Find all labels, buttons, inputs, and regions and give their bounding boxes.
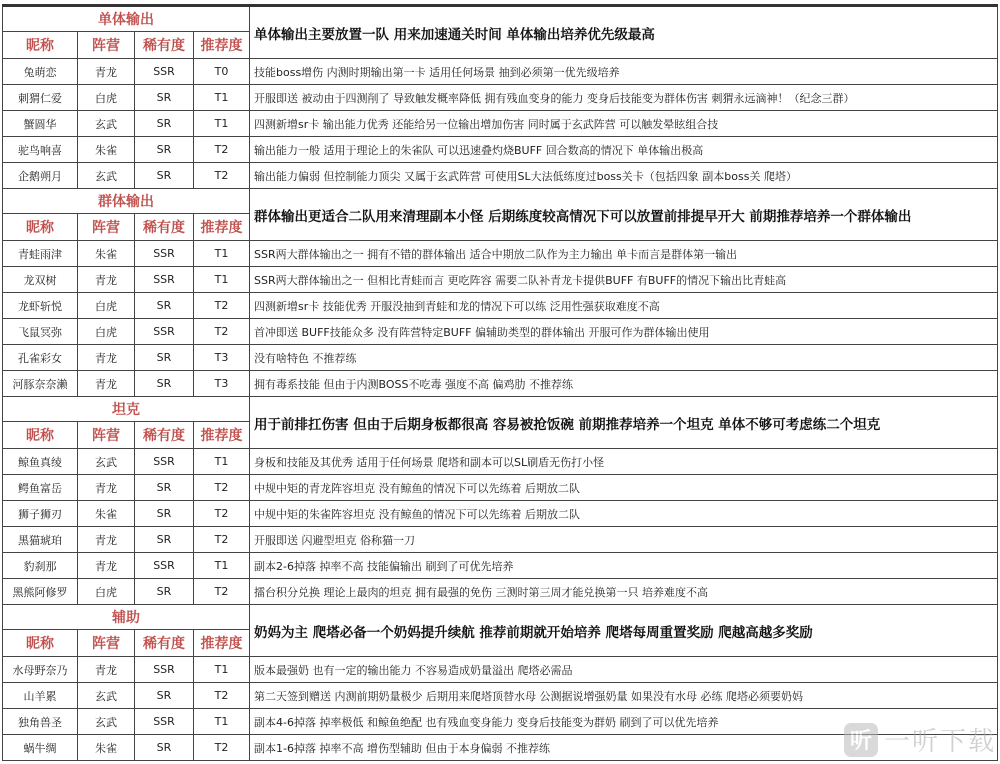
cell-description: 版本最强奶 也有一定的输出能力 不容易造成奶量溢出 爬塔必需品 <box>250 657 998 683</box>
table-row <box>3 293 998 319</box>
cell-description: 中规中矩的朱雀阵容坦克 没有鲸鱼的情况下可以先练着 后期放二队 <box>250 501 998 527</box>
column-header: 昵称 <box>3 422 78 449</box>
cell-tier: T2 <box>194 293 250 319</box>
cell-tier: T1 <box>194 553 250 579</box>
cell-name: 飞鼠冥弥 <box>3 319 78 345</box>
cell-name: 水母野奈乃 <box>3 657 78 683</box>
cell-tier: T2 <box>194 527 250 553</box>
cell-description: 拥有毒系技能 但由于内测BOSS不吃毒 强度不高 偏鸡肋 不推荐练 <box>250 371 998 397</box>
cell-tier: T2 <box>194 579 250 605</box>
column-header: 稀有度 <box>135 630 194 657</box>
cell-rarity: SR <box>135 501 194 527</box>
cell-tier: T1 <box>194 85 250 111</box>
watermark <box>844 721 996 758</box>
column-header: 昵称 <box>3 32 78 59</box>
section-title-row <box>3 397 998 422</box>
section-title-row <box>3 605 998 630</box>
section-summary: 群体输出更适合二队用来清理副本小怪 后期练度较高情况下可以放置前排提早开大 前期推荐培养一个群体输出 <box>250 189 998 241</box>
cell-name: 豹刹那 <box>3 553 78 579</box>
column-header: 阵营 <box>78 630 135 657</box>
cell-rarity: SR <box>135 371 194 397</box>
section-summary: 用于前排扛伤害 但由于后期身板都很高 容易被抢饭碗 前期推荐培养一个坦克 单体不够可考虑练二个坦克 <box>250 397 998 449</box>
table-row <box>3 683 998 709</box>
section-title: 坦克 <box>3 397 250 422</box>
cell-tier: T1 <box>194 657 250 683</box>
cell-rarity: SR <box>135 293 194 319</box>
cell-description: 副本4-6掉落 掉率极低 和鲸鱼绝配 也有残血变身能力 变身后技能变为群奶 刷到了可以优先培养 <box>250 709 998 735</box>
cell-camp: 玄武 <box>78 709 135 735</box>
cell-description: 副本1-6掉落 掉率不高 增伤型辅助 但由于本身偏弱 不推荐练 <box>250 735 998 761</box>
table-row <box>3 345 998 371</box>
hero-tier-table <box>2 4 998 761</box>
watermark-logo-icon: 听 <box>844 723 878 757</box>
cell-rarity: SSR <box>135 657 194 683</box>
cell-tier: T2 <box>194 475 250 501</box>
cell-camp: 青龙 <box>78 59 135 85</box>
cell-description: SSR两大群体输出之一 但相比青蛙而言 更吃阵容 需要二队补青龙卡提供BUFF 有BUFF的情况下输出比青蛙高 <box>250 267 998 293</box>
table-row <box>3 501 998 527</box>
cell-tier: T2 <box>194 319 250 345</box>
table-row <box>3 85 998 111</box>
cell-description: 四测新增sr卡 输出能力优秀 还能给另一位输出增加伤害 同时属于玄武阵营 可以触发晕眩组合技 <box>250 111 998 137</box>
cell-tier: T1 <box>194 111 250 137</box>
cell-name: 鳄鱼富岳 <box>3 475 78 501</box>
cell-name: 刺猬仁爱 <box>3 85 78 111</box>
cell-rarity: SR <box>135 579 194 605</box>
cell-name: 山羊累 <box>3 683 78 709</box>
table-row <box>3 371 998 397</box>
cell-rarity: SR <box>135 137 194 163</box>
cell-description: 身板和技能及其优秀 适用于任何场景 爬塔和副本可以SL刷盾无伤打小怪 <box>250 449 998 475</box>
cell-name: 河豚奈奈濑 <box>3 371 78 397</box>
section-title: 群体输出 <box>3 189 250 214</box>
cell-rarity: SR <box>135 527 194 553</box>
cell-tier: T3 <box>194 371 250 397</box>
cell-camp: 朱雀 <box>78 501 135 527</box>
cell-tier: T2 <box>194 683 250 709</box>
cell-description: 技能boss增伤 内测时期输出第一卡 适用任何场景 抽到必须第一优先级培养 <box>250 59 998 85</box>
section-title-row <box>3 189 998 214</box>
column-header: 阵营 <box>78 214 135 241</box>
cell-camp: 青龙 <box>78 553 135 579</box>
cell-name: 黑熊阿修罗 <box>3 579 78 605</box>
table-row <box>3 475 998 501</box>
cell-name: 黑猫琥珀 <box>3 527 78 553</box>
cell-description: 首冲即送 BUFF技能众多 没有阵营特定BUFF 偏辅助类型的群体输出 开服可作为群体输出使用 <box>250 319 998 345</box>
cell-description: 输出能力一般 适用于理论上的朱雀队 可以迅速叠灼烧BUFF 回合数高的情况下 单体输出极高 <box>250 137 998 163</box>
table-row <box>3 579 998 605</box>
cell-name: 独角兽圣 <box>3 709 78 735</box>
watermark-text: 一听下载 <box>883 727 996 757</box>
cell-camp: 白虎 <box>78 293 135 319</box>
cell-camp: 玄武 <box>78 163 135 189</box>
cell-name: 蟹圆华 <box>3 111 78 137</box>
column-header: 昵称 <box>3 630 78 657</box>
cell-tier: T2 <box>194 163 250 189</box>
column-header: 阵营 <box>78 32 135 59</box>
cell-camp: 朱雀 <box>78 241 135 267</box>
cell-tier: T2 <box>194 137 250 163</box>
cell-camp: 朱雀 <box>78 137 135 163</box>
column-header: 稀有度 <box>135 214 194 241</box>
cell-rarity: SSR <box>135 267 194 293</box>
cell-name: 驼鸟响喜 <box>3 137 78 163</box>
cell-camp: 白虎 <box>78 579 135 605</box>
table-row <box>3 111 998 137</box>
cell-description: 开服即送 闪避型坦克 俗称猫一刀 <box>250 527 998 553</box>
cell-camp: 青龙 <box>78 345 135 371</box>
cell-name: 孔雀彩女 <box>3 345 78 371</box>
cell-tier: T2 <box>194 735 250 761</box>
table-row <box>3 527 998 553</box>
cell-description: 没有啥特色 不推荐练 <box>250 345 998 371</box>
cell-camp: 朱雀 <box>78 735 135 761</box>
cell-camp: 玄武 <box>78 683 135 709</box>
section-title: 单体输出 <box>3 6 250 32</box>
cell-description: 四测新增sr卡 技能优秀 开服没抽到青蛙和龙的情况下可以练 泛用性强获取难度不高 <box>250 293 998 319</box>
cell-tier: T2 <box>194 501 250 527</box>
cell-name: 龙双树 <box>3 267 78 293</box>
cell-rarity: SSR <box>135 449 194 475</box>
cell-camp: 白虎 <box>78 319 135 345</box>
cell-rarity: SR <box>135 163 194 189</box>
table-row <box>3 553 998 579</box>
cell-description: 中规中矩的青龙阵容坦克 没有鲸鱼的情况下可以先练着 后期放二队 <box>250 475 998 501</box>
cell-description: 副本2-6掉落 掉率不高 技能偏输出 刷到了可优先培养 <box>250 553 998 579</box>
cell-camp: 青龙 <box>78 371 135 397</box>
table-row <box>3 241 998 267</box>
cell-camp: 青龙 <box>78 657 135 683</box>
cell-tier: T1 <box>194 267 250 293</box>
table-row <box>3 267 998 293</box>
cell-camp: 白虎 <box>78 85 135 111</box>
table-row <box>3 137 998 163</box>
cell-tier: T1 <box>194 709 250 735</box>
cell-tier: T1 <box>194 241 250 267</box>
cell-camp: 青龙 <box>78 475 135 501</box>
cell-name: 企鹅朔月 <box>3 163 78 189</box>
cell-rarity: SR <box>135 111 194 137</box>
column-header: 昵称 <box>3 214 78 241</box>
cell-tier: T0 <box>194 59 250 85</box>
cell-camp: 青龙 <box>78 527 135 553</box>
section-title: 辅助 <box>3 605 250 630</box>
table-row <box>3 59 998 85</box>
column-header: 阵营 <box>78 422 135 449</box>
cell-rarity: SR <box>135 345 194 371</box>
cell-description: SSR两大群体输出之一 拥有不错的群体输出 适合中期放二队作为主力输出 单卡而言是群体第一输出 <box>250 241 998 267</box>
cell-tier: T3 <box>194 345 250 371</box>
cell-name: 蜗牛绸 <box>3 735 78 761</box>
table-row <box>3 449 998 475</box>
cell-rarity: SR <box>135 735 194 761</box>
table-row <box>3 657 998 683</box>
column-header: 推荐度 <box>194 630 250 657</box>
cell-name: 龙虾斩悦 <box>3 293 78 319</box>
table-row <box>3 319 998 345</box>
cell-description: 擂台积分兑换 理论上最肉的坦克 拥有最强的免伤 三测时第三周才能兑换第一只 培养难度不高 <box>250 579 998 605</box>
section-summary: 单体输出主要放置一队 用来加速通关时间 单体输出培养优先级最高 <box>250 6 998 59</box>
cell-rarity: SR <box>135 85 194 111</box>
section-summary: 奶妈为主 爬塔必备一个奶妈提升续航 推荐前期就开始培养 爬塔每周重置奖励 爬越高越多奖励 <box>250 605 998 657</box>
section-title-row <box>3 6 998 32</box>
column-header: 稀有度 <box>135 32 194 59</box>
column-header: 稀有度 <box>135 422 194 449</box>
cell-name: 鲸鱼真绫 <box>3 449 78 475</box>
cell-name: 兔萌恋 <box>3 59 78 85</box>
cell-rarity: SSR <box>135 709 194 735</box>
cell-camp: 玄武 <box>78 449 135 475</box>
cell-rarity: SSR <box>135 59 194 85</box>
cell-description: 输出能力偏弱 但控制能力顶尖 又属于玄武阵营 可使用SL大法低练度过boss关卡（包括四象 副本boss关 爬塔） <box>250 163 998 189</box>
cell-rarity: SR <box>135 683 194 709</box>
cell-description: 开服即送 被动由于四测削了 导致触发概率降低 拥有残血变身的能力 变身后技能变为群体伤害 刺猬永远滴神！（纪念三群） <box>250 85 998 111</box>
cell-tier: T1 <box>194 449 250 475</box>
column-header: 推荐度 <box>194 422 250 449</box>
column-header: 推荐度 <box>194 32 250 59</box>
cell-camp: 玄武 <box>78 111 135 137</box>
cell-rarity: SSR <box>135 319 194 345</box>
cell-rarity: SSR <box>135 241 194 267</box>
cell-rarity: SR <box>135 475 194 501</box>
cell-name: 狮子狮刃 <box>3 501 78 527</box>
cell-name: 青蛙雨津 <box>3 241 78 267</box>
column-header: 推荐度 <box>194 214 250 241</box>
cell-camp: 青龙 <box>78 267 135 293</box>
table-row <box>3 163 998 189</box>
cell-description: 第二天签到赠送 内测前期奶量极少 后期用来爬塔顶替水母 公测据说增强奶量 如果没有水母 必练 爬塔必须要奶妈 <box>250 683 998 709</box>
cell-rarity: SSR <box>135 553 194 579</box>
